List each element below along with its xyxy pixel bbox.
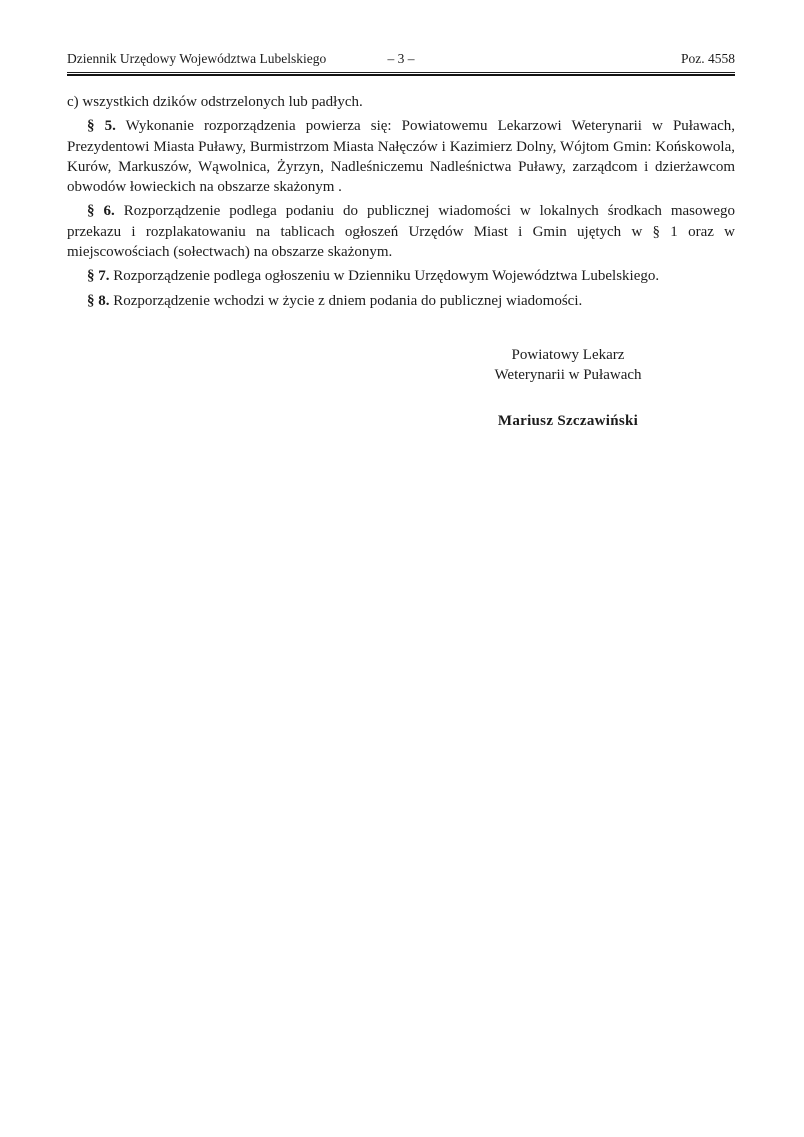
section-6-text: Rozporządzenie podlega podaniu do publicznej wiadomości w lokalnych środkach masowego przekazu i rozplakatowaniu na tablicach ogłoszeń Urzędów Miast i Gmin ujętych w § 1 oraz w miejscowościach (sołectwach) na obszarze skażonym. (67, 203, 736, 261)
signer-title-line2: Weterynarii w Puławach (494, 366, 642, 383)
signature-block (418, 345, 718, 431)
header-rule (67, 72, 735, 76)
position-number: Poz. 4558 (681, 51, 735, 66)
list-item-c: c) wszystkich dzików odstrzelonych lub padłych. (67, 94, 363, 110)
section-paragraph-8 (67, 291, 735, 311)
section-6-number: § 6. (87, 203, 115, 220)
page-number: – 3 – (387, 51, 415, 66)
section-5-text: Wykonanie rozporządzenia powierza się: Powiatowemu Lekarzowi Weterynarii w Puławach, Prezydentowi Miasta Puławy, Burmistrzom Miasta Nałęczów i Kazimierz Dolny, Wójtom Gmin: Końskowola, Kurów, Markuszów, Wąwolnica, Żyrzyn, Nadleśniczemu Nadleśnictwa Puławy, zarządcom i dzierżawcom obwodów łowieckich na obszarze skażonym . (67, 118, 736, 196)
section-paragraph-5 (67, 116, 735, 197)
section-8-text: Rozporządzenie wchodzi w życie z dniem podania do publicznej wiadomości. (113, 292, 583, 309)
section-paragraph-6 (67, 201, 735, 262)
section-8-number: § 8. (87, 292, 110, 309)
section-7-number: § 7. (87, 268, 110, 285)
signer-name: Mariusz Szczawiński (497, 412, 639, 429)
page-header (67, 50, 735, 67)
page-content (67, 0, 735, 431)
section-5-number: § 5. (87, 118, 116, 135)
section-7-text: Rozporządzenie podlega ogłoszeniu w Dzienniku Urzędowym Województwa Lubelskiego. (113, 268, 660, 285)
journal-title: Dziennik Urzędowy Województwa Lubelskiego (67, 51, 327, 66)
signer-title-line1: Powiatowy Lekarz (511, 346, 625, 363)
section-paragraph-7 (67, 266, 735, 286)
